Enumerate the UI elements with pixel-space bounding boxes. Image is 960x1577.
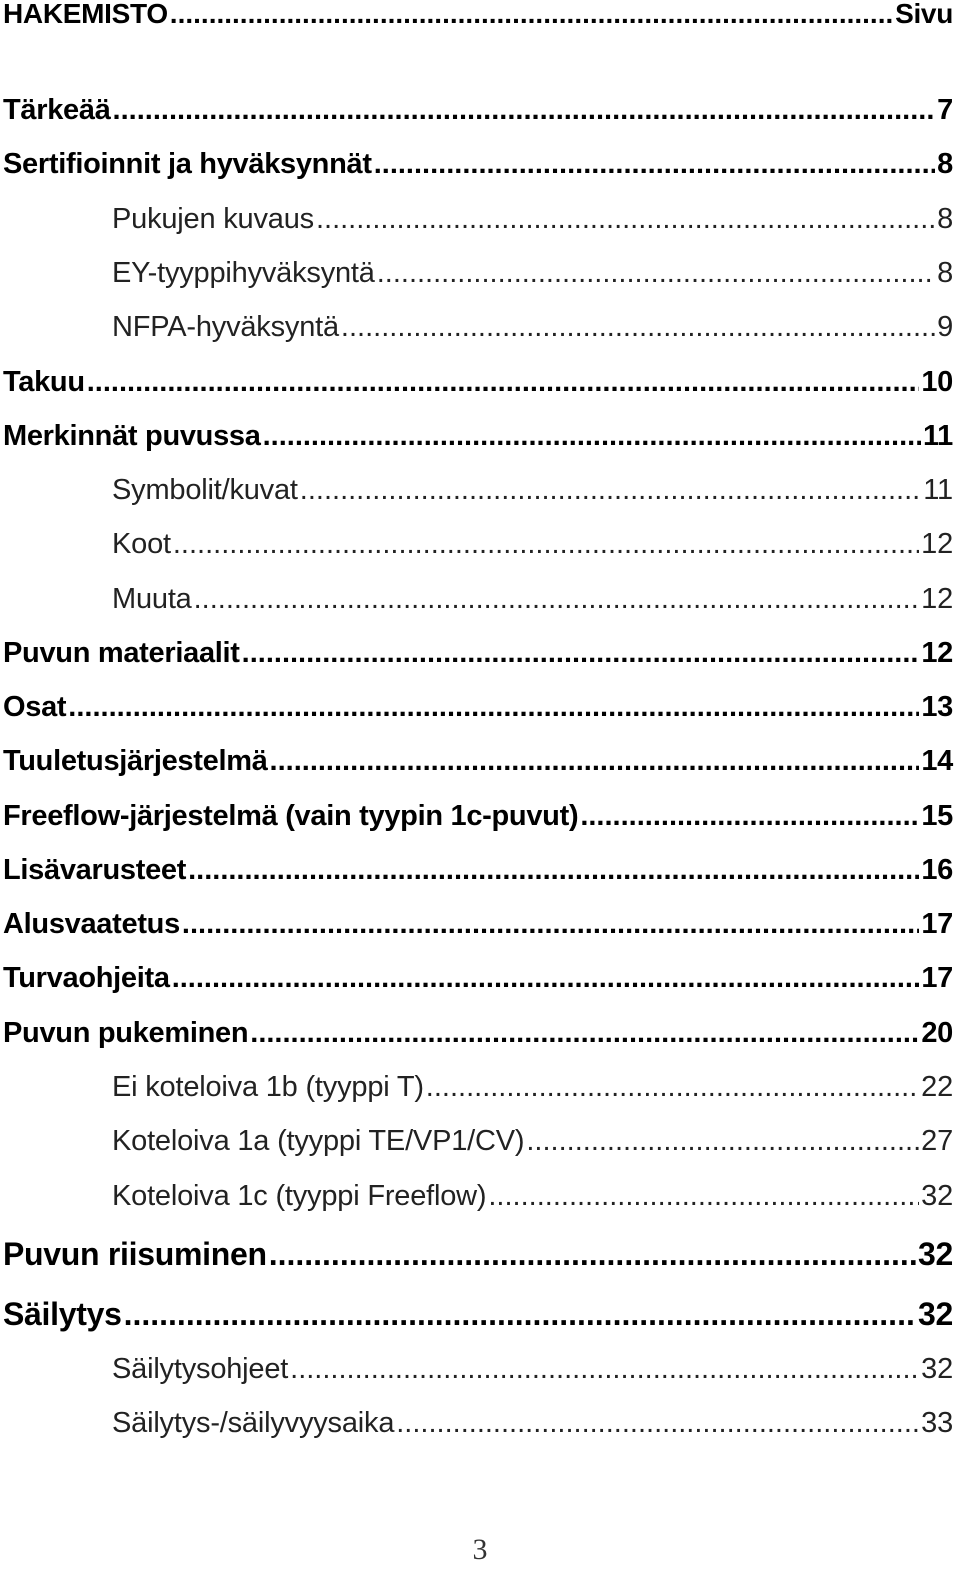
- toc-entry-page: 13: [921, 691, 953, 723]
- toc-entry-title: Puvun materiaalit: [3, 637, 240, 669]
- toc-entry-title: Koteloiva 1c (tyyppi Freeflow): [112, 1180, 487, 1212]
- toc-entry-title: EY-tyyppihyväksyntä: [112, 257, 375, 289]
- toc-entry[interactable]: [3, 1019, 953, 1048]
- toc-entry-page: 12: [921, 528, 953, 560]
- toc-entry-page: 20: [921, 1017, 953, 1049]
- toc-entry-page: 7: [937, 94, 953, 126]
- toc-entry-page: 12: [921, 637, 953, 669]
- toc-entry-title: Koot: [112, 528, 171, 560]
- toc-entry[interactable]: [3, 910, 953, 939]
- toc-entry-title: Alusvaatetus: [3, 908, 180, 940]
- toc-leader-dots: [270, 747, 920, 776]
- toc-entry-page: 33: [921, 1407, 953, 1439]
- toc-entry-title: Pukujen kuvaus: [112, 203, 314, 235]
- toc-entry[interactable]: [3, 150, 953, 179]
- toc-leader-dots: [173, 530, 919, 559]
- toc-subentry[interactable]: [112, 205, 953, 234]
- toc-subentry[interactable]: [112, 585, 953, 614]
- toc-leader-dots: [526, 1127, 919, 1156]
- toc-leader-dots: [172, 964, 920, 993]
- toc-entry-title: Puvun riisuminen: [3, 1236, 267, 1272]
- toc-entry-page: 12: [921, 583, 953, 615]
- toc-entry[interactable]: [3, 1238, 953, 1270]
- toc-entry-title: Lisävarusteet: [3, 854, 187, 886]
- toc-entry-page: 11: [923, 474, 953, 506]
- toc-entry-title: Koteloiva 1a (tyyppi TE/VP1/CV): [112, 1125, 525, 1157]
- toc-entry-page: 32: [918, 1236, 953, 1272]
- toc-entry[interactable]: [3, 1298, 953, 1330]
- toc-leader-dots: [374, 150, 935, 179]
- toc-entry-title: Säilytysohjeet: [112, 1353, 289, 1385]
- toc-leader-dots: [269, 1238, 916, 1270]
- toc-entry[interactable]: [3, 856, 953, 885]
- toc-entry-title: Symbolit/kuvat: [112, 474, 298, 506]
- toc-entry-title: Turvaohjeita: [3, 962, 170, 994]
- toc-entry-page: 16: [921, 854, 953, 886]
- toc-entry-page: 17: [921, 908, 953, 940]
- page-number: 3: [472, 1533, 488, 1566]
- toc-entry-page: 9: [937, 311, 953, 343]
- toc-entry-page: 14: [921, 745, 953, 777]
- toc-entry-page: 32: [921, 1180, 953, 1212]
- toc-entry-page: 32: [918, 1296, 953, 1332]
- toc-subentry[interactable]: [112, 313, 953, 342]
- toc-entry-page: 17: [921, 962, 953, 994]
- toc-leader-dots: [316, 205, 935, 234]
- toc-entry-title: Muuta: [112, 583, 192, 615]
- toc-entry-page: 22: [921, 1071, 953, 1103]
- toc-leader-dots: [250, 1019, 919, 1048]
- toc-header: [3, 0, 953, 28]
- toc-subentry[interactable]: [112, 1355, 953, 1384]
- toc-leader-dots: [488, 1182, 919, 1211]
- toc-entry-title: Sertifioinnit ja hyväksynnät: [3, 148, 372, 180]
- toc-leader-dots: [182, 910, 919, 939]
- toc-subentry[interactable]: [112, 1127, 953, 1156]
- toc-entry-title: Freeflow-järjestelmä (vain tyypin 1c-puvut): [3, 800, 579, 832]
- toc-leader-dots: [396, 1409, 919, 1438]
- toc-entry[interactable]: [3, 747, 953, 776]
- toc-entry-title: Puvun pukeminen: [3, 1017, 249, 1049]
- toc-entry-title: Säilytys: [3, 1296, 122, 1332]
- toc-entry-page: 10: [921, 366, 953, 398]
- toc-subentry[interactable]: [112, 259, 953, 288]
- toc-entry-page: 8: [937, 257, 953, 289]
- toc-subentry[interactable]: [112, 476, 953, 505]
- toc-entry-page: 15: [921, 800, 953, 832]
- toc-leader-dots: [300, 476, 922, 505]
- toc-subentry[interactable]: [112, 1182, 953, 1211]
- toc-entry[interactable]: [3, 693, 953, 722]
- toc-entry-page: 11: [922, 420, 953, 452]
- toc-entry-page: 8: [937, 203, 953, 235]
- toc-subentry[interactable]: [112, 530, 953, 559]
- toc-entry-title: Ei koteloiva 1b (tyyppi T): [112, 1071, 424, 1103]
- toc-entry-page: 8: [937, 148, 953, 180]
- toc-entry[interactable]: [3, 639, 953, 668]
- toc-entry-title: Säilytys-/säilyvyysaika: [112, 1407, 395, 1439]
- toc-entry-title: Merkinnät puvussa: [3, 420, 261, 452]
- toc-leader-dots: [263, 422, 921, 451]
- toc-entry-page: 27: [921, 1125, 953, 1157]
- toc-leader-dots: [242, 639, 920, 668]
- toc-entry-title: Tärkeää: [3, 94, 111, 126]
- toc-entry-page: 32: [921, 1353, 953, 1385]
- toc-header-page-label: Sivu: [895, 0, 953, 29]
- toc-leader-dots: [124, 1298, 916, 1330]
- toc-leader-dots: [87, 368, 920, 397]
- toc-leader-dots: [341, 313, 935, 342]
- toc-header-title: HAKEMISTO: [3, 0, 168, 29]
- toc-leader-dots: [68, 693, 919, 722]
- toc-leader-dots: [377, 259, 935, 288]
- toc-entry[interactable]: [3, 964, 953, 993]
- toc-entry-title: Osat: [3, 691, 67, 723]
- toc-entry[interactable]: [3, 368, 953, 397]
- toc-entry[interactable]: [3, 96, 953, 125]
- toc-leader-dots: [426, 1073, 919, 1102]
- toc-leader-dots: [170, 0, 893, 28]
- toc-subentry[interactable]: [112, 1073, 953, 1102]
- toc-leader-dots: [194, 585, 920, 614]
- toc-leader-dots: [188, 856, 919, 885]
- toc-leader-dots: [580, 802, 919, 831]
- toc-leader-dots: [290, 1355, 919, 1384]
- toc-entry[interactable]: [3, 802, 953, 831]
- toc-leader-dots: [113, 96, 936, 125]
- toc-entry-title: NFPA-hyväksyntä: [112, 311, 339, 343]
- toc-entry-title: Takuu: [3, 366, 85, 398]
- toc-entry-title: Tuuletusjärjestelmä: [3, 745, 268, 777]
- toc-entry[interactable]: [3, 422, 953, 451]
- toc-subentry[interactable]: [112, 1409, 953, 1438]
